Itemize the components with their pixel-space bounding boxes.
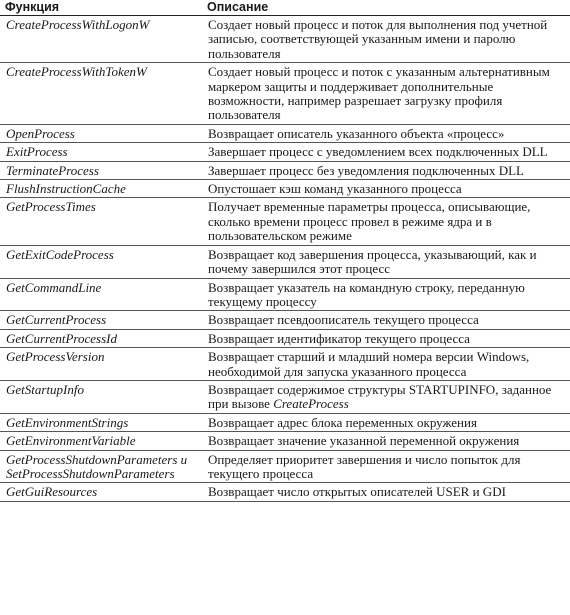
function-name: TerminateProcess xyxy=(0,161,201,179)
function-description: Возвращает псевдоописатель текущего процесса xyxy=(201,311,570,329)
function-name: GetExitCodeProcess xyxy=(0,245,201,278)
function-description: Опустошает кэш команд указанного процесса xyxy=(201,180,570,198)
table-row xyxy=(0,413,570,431)
function-description: Создает новый процесс и поток для выполнения под учетной записью, соответствующей указанным имени и паролю пользователя xyxy=(201,16,570,63)
table-row xyxy=(0,450,570,483)
table-row xyxy=(0,63,570,125)
table-row xyxy=(0,432,570,450)
function-name: GetCurrentProcessId xyxy=(0,329,201,347)
function-name: CreateProcessWithLogonW xyxy=(0,16,201,63)
table-header-row xyxy=(0,0,570,16)
table-row xyxy=(0,483,570,501)
table-row xyxy=(0,124,570,142)
function-name: GetCommandLine xyxy=(0,278,201,311)
function-description: Получает временные параметры процесса, описывающие, сколько времени процесс провел в режиме ядра и в пользовательском режиме xyxy=(201,198,570,245)
description-text: Возвращает содержимое структуры STARTUPINFO, заданное при вызове xyxy=(208,381,552,412)
function-name: FlushInstructionCache xyxy=(0,180,201,198)
function-description: Возвращает адрес блока переменных окружения xyxy=(201,413,570,431)
function-description: Возвращает описатель указанного объекта «процесс» xyxy=(201,124,570,142)
description-function-reference: CreateProcess xyxy=(273,396,349,412)
table-body xyxy=(0,16,570,502)
function-description: Завершает процесс без уведомления подключенных DLL xyxy=(201,161,570,179)
table-row xyxy=(0,348,570,381)
function-description: Возвращает код завершения процесса, указывающий, как и почему завершился этот процесс xyxy=(201,245,570,278)
column-header-description: Описание xyxy=(201,0,570,16)
function-description: Завершает процесс с уведомлением всех подключенных DLL xyxy=(201,143,570,161)
function-name: GetGuiResources xyxy=(0,483,201,501)
column-header-function: Функция xyxy=(0,0,201,16)
table-row xyxy=(0,143,570,161)
function-description: Возвращает идентификатор текущего процесса xyxy=(201,329,570,347)
function-description xyxy=(201,380,570,413)
table-row xyxy=(0,329,570,347)
function-name: GetProcessShutdownParameters и SetProcessShutdownParameters xyxy=(0,450,201,483)
function-description: Определяет приоритет завершения и число попыток для текущего процесса xyxy=(201,450,570,483)
table-row xyxy=(0,180,570,198)
function-name: GetStartupInfo xyxy=(0,380,201,413)
function-name: GetProcessTimes xyxy=(0,198,201,245)
table-row xyxy=(0,161,570,179)
function-description: Возвращает число открытых описателей USER и GDI xyxy=(201,483,570,501)
function-description: Возвращает старший и младший номера версии Windows, необходимой для запуска указанного процесса xyxy=(201,348,570,381)
function-description: Возвращает указатель на командную строку, переданную текущему процессу xyxy=(201,278,570,311)
function-name: CreateProcessWithTokenW xyxy=(0,63,201,125)
function-name: GetCurrentProcess xyxy=(0,311,201,329)
function-description: Возвращает значение указанной переменной окружения xyxy=(201,432,570,450)
function-name: OpenProcess xyxy=(0,124,201,142)
function-name: ExitProcess xyxy=(0,143,201,161)
function-description: Создает новый процесс и поток с указанным альтернативным маркером защиты и поддерживает дополнительные возможности, например разрешает загрузку профиля пользователя xyxy=(201,63,570,125)
table-row xyxy=(0,198,570,245)
table-row xyxy=(0,380,570,413)
function-name: GetEnvironmentStrings xyxy=(0,413,201,431)
function-name: GetEnvironmentVariable xyxy=(0,432,201,450)
table-row xyxy=(0,245,570,278)
table-row xyxy=(0,311,570,329)
table-row xyxy=(0,278,570,311)
table-row xyxy=(0,16,570,63)
function-name: GetProcessVersion xyxy=(0,348,201,381)
